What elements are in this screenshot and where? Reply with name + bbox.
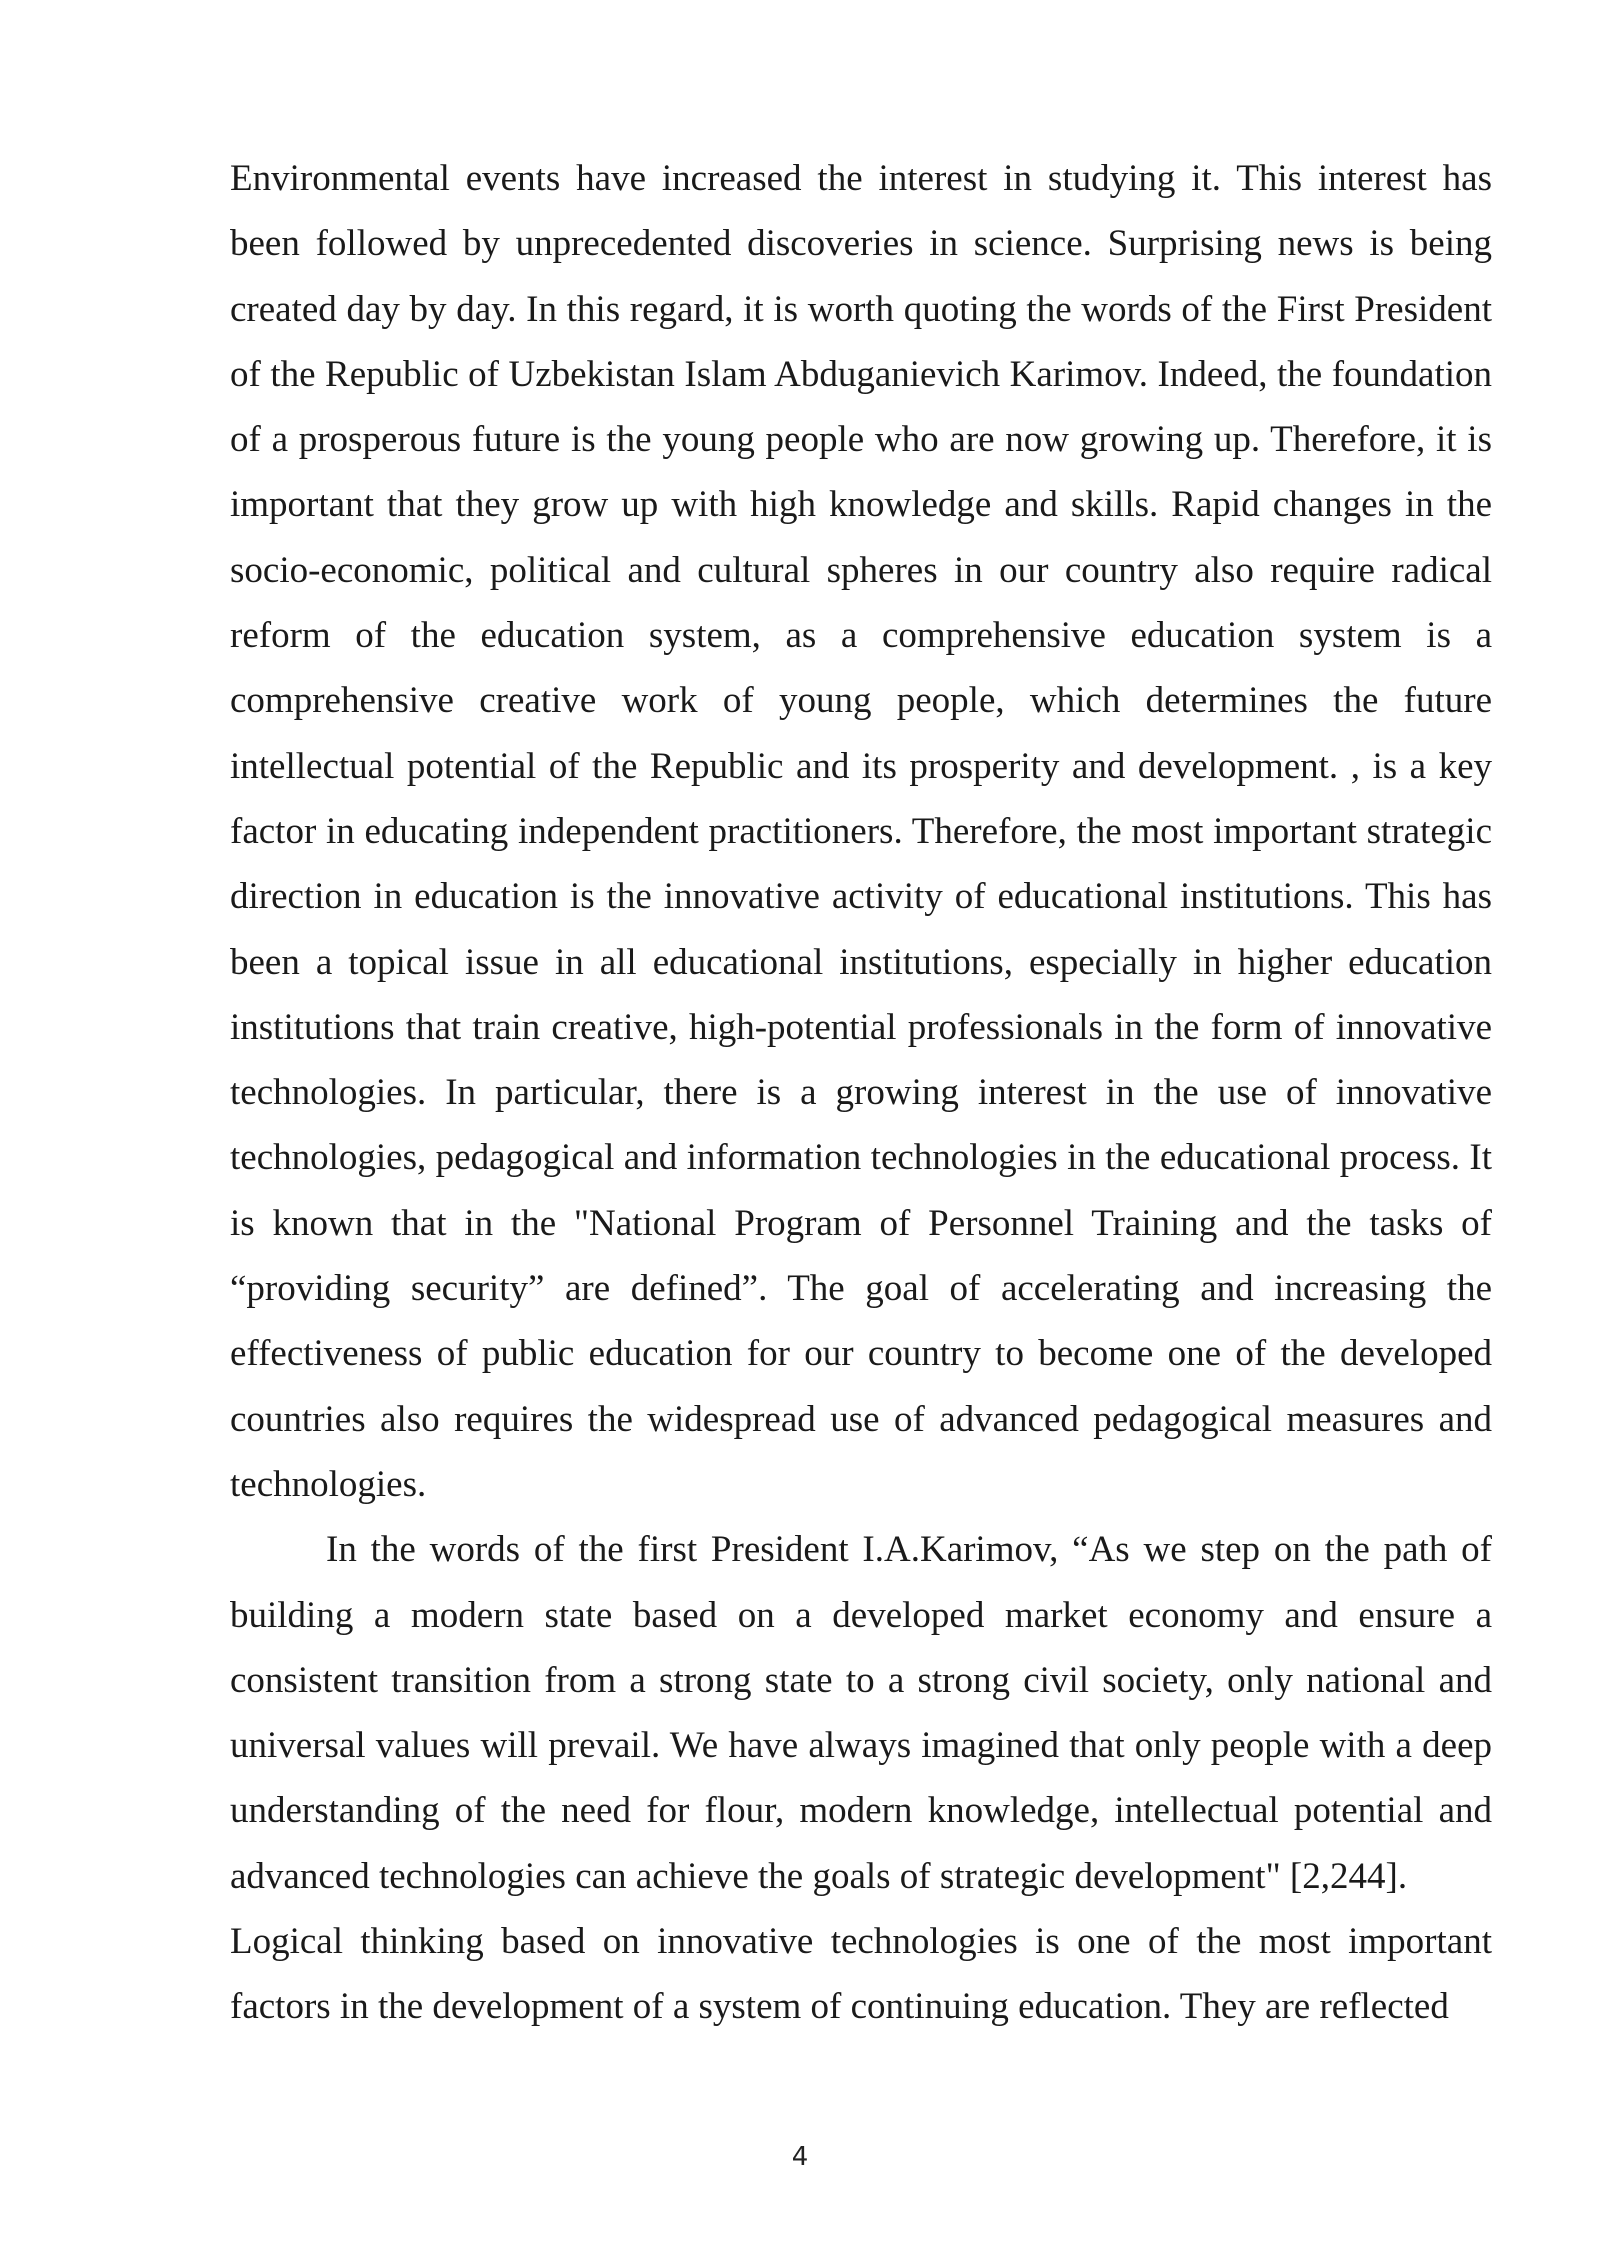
paragraph-environmental-events: Environmental events have increased the interest in studying it. This interest has been followed by unprecedented discoveries in science. Surprising news is being created day by day. In this regard, it is worth quoting the words of the First President of the Republic of Uzbekistan Islam Abduganievich Karimov. Indeed, the foundation of a prosperous future is the young people who are now growing up. Therefore, it is important that they grow up with high knowledge and skills. Rapid changes in the socio-economic, political and cultural spheres in our country also require radical reform of the education system, as a comprehensive education system is a comprehensive creative work of young people, which determines the future intellectual potential of the Republic and its prosperity and development. , is a key factor in educating independent practitioners. Therefore, the most important strategic direction in education is the innovative activity of educational institutions. This has been a topical issue in all educational institutions, especially in higher education institutions that train creative, high-potential professionals in the form of innovative technologies. In particular, there is a growing interest in the use of innovative technologies, pedagogical and information technologies in the educational process. It is known that in the "National Program of Personnel Training and the tasks of “providing security” are defined”. The goal of accelerating and increasing the effectiveness of public education for our country to become one of the developed countries also requires the widespread use of advanced pedagogical measures and technologies. <box>230 158 1492 1505</box>
page-number: 4 <box>791 2142 809 2172</box>
body-text <box>230 146 1492 2040</box>
paragraph-logical-thinking: Logical thinking based on innovative technologies is one of the most important factors in the development of a system of continuing education. They are reflected <box>230 1921 1492 2028</box>
paragraph-karimov-quote: In the words of the first President I.A.Karimov, “As we step on the path of building a modern state based on a developed market economy and ensure a consistent transition from a strong state to a strong civil society, only national and universal values will prevail. We have always imagined that only people with a deep understanding of the need for flour, modern knowledge, intellectual potential and advanced technologies can achieve the goals of strategic development" [2,244]. <box>230 1529 1492 1897</box>
